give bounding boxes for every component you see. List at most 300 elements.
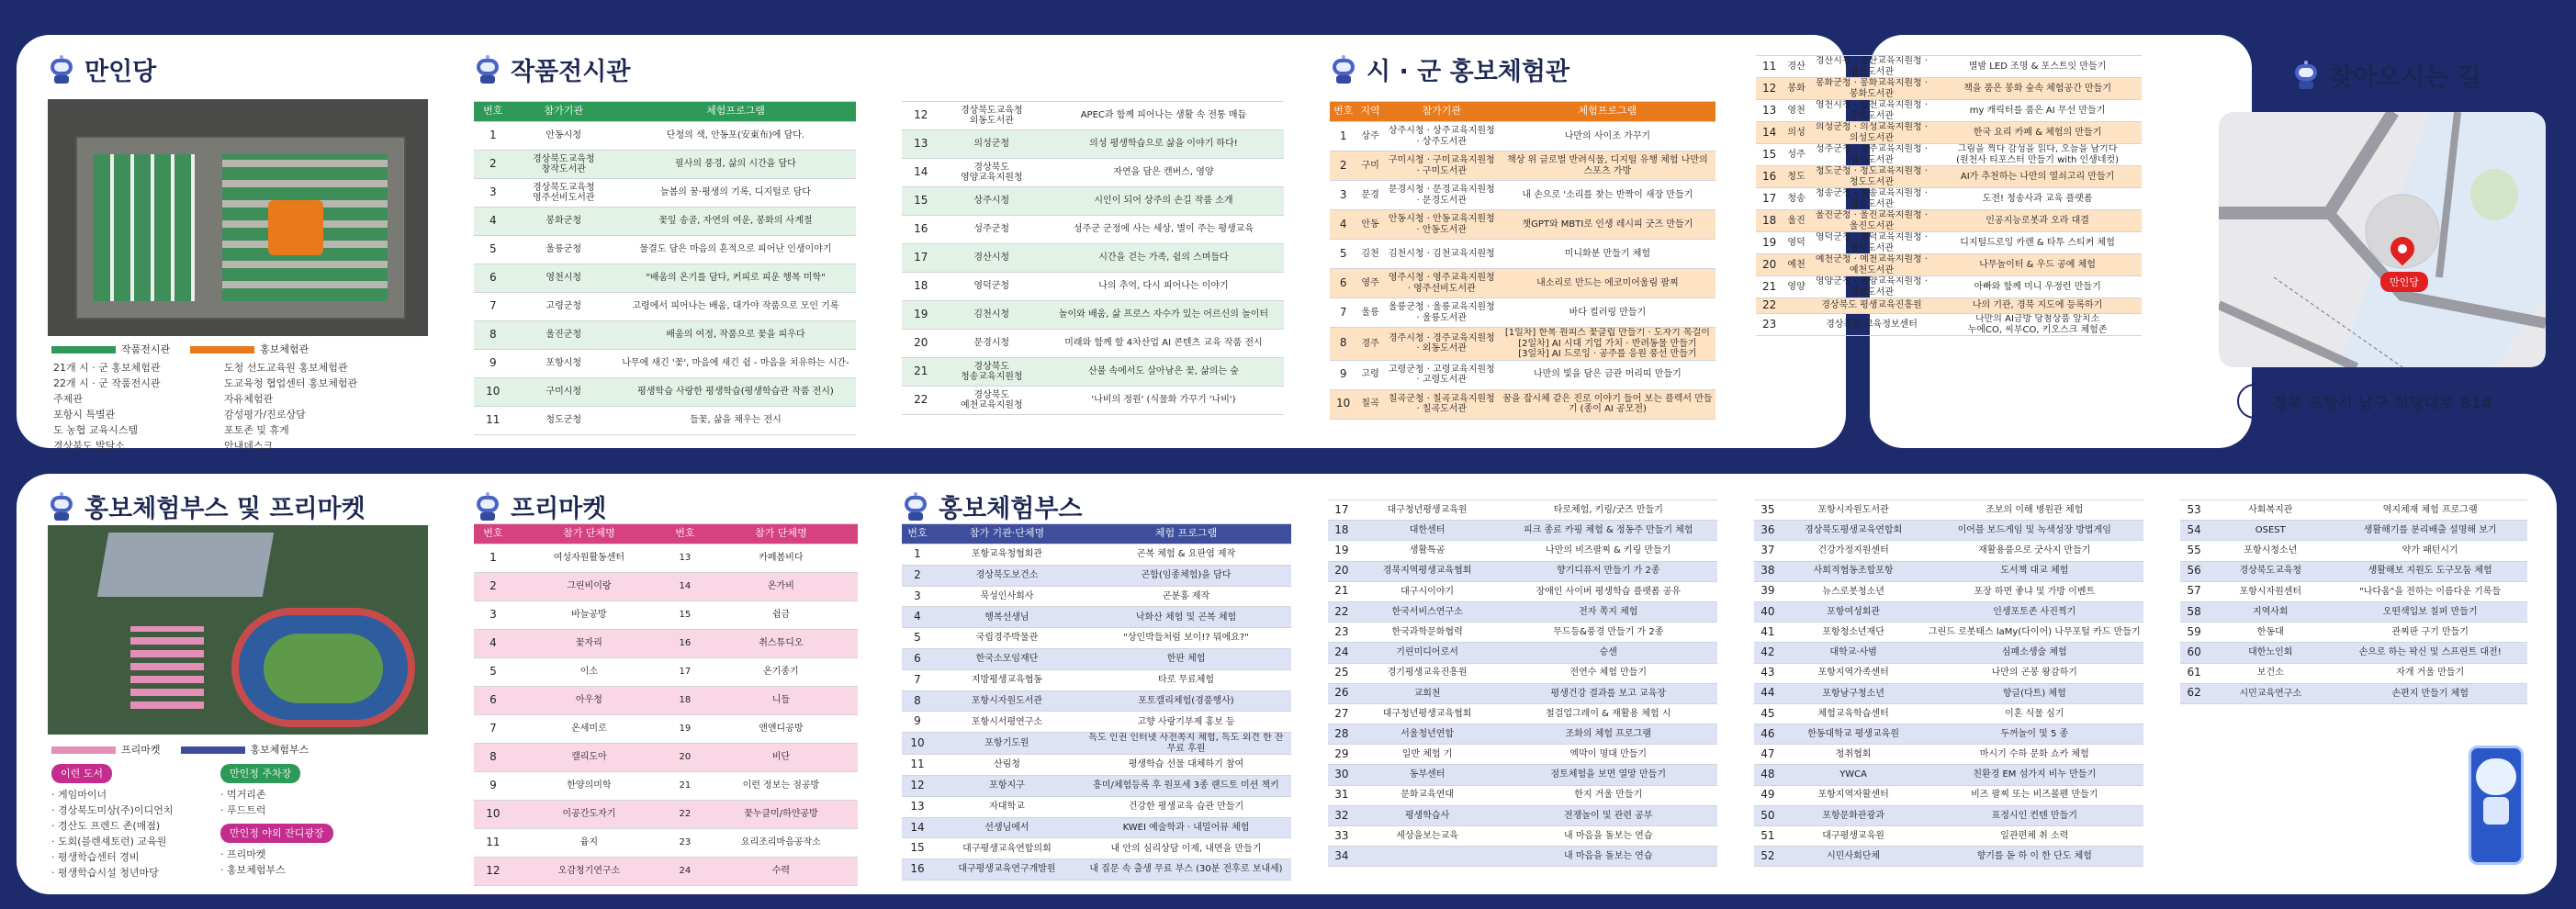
table-row	[1328, 745, 1717, 765]
section-title-freemarket	[474, 488, 606, 524]
table-cell: 곤함(임종체험)을 담다	[1081, 565, 1291, 586]
table-cell: 봉화	[1783, 78, 1809, 100]
section-title-text: 찾아오시는 길	[2329, 63, 2481, 92]
table-cell: 51	[1754, 826, 1782, 847]
table-cell: 10	[902, 733, 933, 755]
table-cell: 1	[474, 544, 512, 573]
table-cell: 구미시청 · 구미교육지원청 · 구미도서관	[1384, 152, 1500, 181]
table-row	[1330, 328, 1715, 361]
table-cell: 18	[902, 273, 940, 301]
table-row	[902, 330, 1284, 358]
table-cell: 한양의미학	[512, 772, 666, 801]
table-cell: 청송	[1783, 188, 1809, 210]
table-cell: 7	[474, 715, 512, 744]
table-cell: 울릉	[1356, 298, 1383, 328]
table-cell: 7	[902, 669, 933, 690]
table-row	[902, 669, 1291, 690]
area-tag: 이런 도서	[51, 764, 112, 783]
table-cell: 21	[1756, 276, 1783, 298]
table-cell: 안동시청 · 안동교육지원청 · 안동도서관	[1384, 210, 1500, 240]
table-row	[1330, 360, 1715, 389]
table-cell: 책을 품은 봉화 숲속 체험공간 만들기	[1933, 78, 2142, 100]
table-cell: 단청의 색, 안동포(安東布)에 담다.	[615, 122, 856, 151]
table-cell: 예천	[1783, 254, 1809, 276]
table-cell: 이어블 보드게임 및 녹색성장 방법게임	[1926, 521, 2143, 541]
table-cell: 꿈을 잡시체 같은 진로 이야기 들어 보는 플렉서 만들기 (종이 AI 공모전)	[1500, 389, 1715, 419]
table-cell: 이런 정보는 점공방	[704, 772, 858, 801]
table-cell: 미니화분 만들기 체험	[1500, 240, 1715, 269]
table-cell: 피크 종료 카핑 체험 & 정동주 만들기 체험	[1500, 521, 1717, 541]
table-header-row	[1330, 102, 1715, 122]
table-row	[902, 244, 1284, 273]
table-cell: 16	[1756, 166, 1783, 188]
table-cell: 10	[474, 801, 512, 829]
legend-label: 작품전시관	[121, 343, 171, 355]
table-cell: 20	[666, 744, 704, 772]
table-cell: 울진군청 · 울진교육지원청 · 울진도서관	[1810, 210, 1933, 232]
legend-item	[190, 342, 309, 356]
table-cell: 18	[1756, 210, 1783, 232]
table-cell: 김천시청	[940, 301, 1043, 330]
table-cell: 향글(다트) 체험	[1926, 683, 2143, 703]
table-cell: 38	[1754, 561, 1782, 581]
note-item: 도 농협 교육시스템	[53, 424, 139, 436]
table-cell: 대학교·사범	[1782, 643, 1926, 663]
table-cell: 53	[2180, 500, 2208, 521]
table-cell: 마시기 수하 문화 쇼카 체험	[1926, 745, 2143, 765]
table-cell: 그린비이랑	[512, 573, 666, 601]
column-header: 지역	[1356, 102, 1383, 122]
table-cell: 경상북도평생교육연합회	[1782, 521, 1926, 541]
table-cell: 52	[1754, 847, 1782, 867]
table-row	[474, 151, 856, 179]
table-row	[474, 772, 858, 801]
table-cell: 27	[1328, 703, 1355, 724]
table-cell: 영천	[1783, 100, 1809, 122]
table-cell: 36	[1754, 521, 1782, 541]
table-row	[1754, 724, 2143, 745]
table-row	[1328, 847, 1717, 867]
table-row	[902, 187, 1284, 216]
table-row	[1754, 643, 2143, 663]
table-row	[902, 775, 1291, 796]
table-row	[902, 387, 1284, 415]
table-cell: 21	[902, 358, 940, 387]
table-row	[474, 829, 858, 858]
table-cell: 울릉군청	[512, 236, 615, 264]
table-cell: 7	[474, 293, 512, 321]
table-row	[2180, 601, 2527, 622]
table-cell: 온기종기	[704, 658, 858, 687]
table-cell: 구미시청	[512, 378, 615, 407]
note-item: · 프리마켓	[220, 848, 266, 860]
table-cell: 비단	[704, 744, 858, 772]
table-row	[1756, 188, 2142, 210]
table-cell: 영주시청 · 영주교육지원청 · 영주선비도서관	[1384, 269, 1500, 298]
table-cell: 선생님에서	[933, 817, 1081, 838]
table-cell: 18	[1328, 521, 1355, 541]
table-cell: 쉼금	[704, 601, 858, 630]
table-header-row	[902, 524, 1291, 544]
table-row	[1328, 805, 1717, 825]
table-cell: 2	[902, 565, 933, 586]
table-cell: 14	[666, 573, 704, 601]
table-cell: 구미	[1356, 152, 1383, 181]
cityhall-table-1	[1330, 101, 1715, 420]
table-cell: 울진군청	[512, 321, 615, 350]
table-cell: 관찌판 구기 만들기	[2333, 623, 2527, 643]
table-row	[1328, 521, 1717, 541]
table-cell: 3	[1330, 181, 1356, 210]
table-cell: KWEI 예술학과 · 내밀어뮤 체험	[1081, 817, 1291, 838]
table-row	[1328, 785, 1717, 805]
table-cell: 3	[474, 179, 512, 208]
note-item: 도청 선도교육원 홍보체험관	[224, 362, 348, 374]
legend-label: 프리마켓	[121, 744, 161, 756]
table-cell: 동부센터	[1355, 765, 1500, 785]
table-cell: 4	[1330, 210, 1356, 240]
table-cell: 청취협회	[1782, 745, 1926, 765]
table-cell: 포항시자원도서관	[1782, 500, 1926, 521]
table-cell: 나만의 비즈팔찌 & 키링 만들기	[1500, 541, 1717, 561]
table-row	[2180, 541, 2527, 561]
table-cell: 나의 추억, 다시 피어나는 이야기	[1043, 273, 1284, 301]
table-row	[1754, 745, 2143, 765]
table-row	[1754, 826, 2143, 847]
table-cell: 시간을 걷는 가족, 쉼의 스며들다	[1043, 244, 1284, 273]
table-cell: 고령에서 피어나는 배움, 대가야 작품으로 모인 기록	[615, 293, 856, 321]
table-cell: 내 질문 속 출생 무료 부스 (30분 전후로 보내세)	[1081, 859, 1291, 881]
table-cell: 평생학습 사랑한 평생학습(평생학습관 작품 전시)	[615, 378, 856, 407]
table-cell: 무드등&풍경 만들기 가 2종	[1500, 623, 1717, 643]
table-cell: 니들	[704, 687, 858, 715]
table-cell: 17	[1328, 500, 1355, 521]
table-row	[474, 350, 856, 378]
table-row	[902, 607, 1291, 628]
table-cell: 12	[474, 858, 512, 886]
table-cell: 19	[666, 715, 704, 744]
table-cell: 친환경 EM 섬가지 비누 만들기	[1926, 765, 2143, 785]
table-cell: 내 마음을 돌보는 연습	[1500, 826, 1717, 847]
table-cell: 영주	[1356, 269, 1383, 298]
table-row	[1756, 210, 2142, 232]
table-row	[902, 586, 1291, 607]
table-cell: 곤복 체험 & 요판엽 제작	[1081, 544, 1291, 566]
table-cell: 포항지역가족센터	[1782, 663, 1926, 683]
table-cell: 9	[902, 712, 933, 733]
table-cell: 경기평생교육진흥원	[1355, 663, 1500, 683]
table-row	[1754, 601, 2143, 622]
robot-icon	[48, 55, 75, 84]
table-cell: 재활용품으로 굿사지 만들기	[1926, 541, 2143, 561]
table-cell: 11	[474, 407, 512, 435]
table-cell: 보건소	[2208, 663, 2333, 683]
table-cell: 포항시청소년	[2208, 541, 2333, 561]
table-cell: OSEST	[2208, 521, 2333, 541]
table-cell	[1783, 298, 1809, 314]
column-header: 참가 단체명	[512, 524, 666, 544]
table-cell: 15	[902, 187, 940, 216]
table-cell: 포항시서평연구소	[933, 712, 1081, 733]
table-cell: 포항청소년재단	[1782, 623, 1926, 643]
table-cell: 교회천	[1355, 683, 1500, 703]
table-cell: 나의 기관, 경북 지도에 등록하기	[1933, 298, 2142, 314]
table-cell: 역지체재 체험 프로그램	[2333, 500, 2527, 521]
table-cell: 평생학습 선물 대체하기 참여	[1081, 755, 1291, 776]
table-cell: 1	[902, 544, 933, 566]
table-cell: 19	[1756, 232, 1783, 254]
table-cell: 9	[474, 772, 512, 801]
table-cell: 14	[1756, 122, 1783, 144]
table-cell: 대구평생교육원	[1782, 826, 1926, 847]
table-row	[474, 321, 856, 350]
table-cell: 55	[2180, 541, 2208, 561]
table-cell: 온가비	[704, 573, 858, 601]
table-cell: 13	[1756, 100, 1783, 122]
table-cell: 대구청년평생교육협회	[1355, 703, 1500, 724]
table-cell: 49	[1754, 785, 1782, 805]
table-cell: 조화의 체험 프로그램	[1500, 724, 1717, 745]
table-header-row	[474, 102, 856, 122]
table-cell: 경상북도교육청 영주선비도서관	[512, 179, 615, 208]
table-cell: 한국과학문화협력	[1355, 623, 1500, 643]
table-cell: 한동대	[2208, 623, 2333, 643]
table-row	[1330, 240, 1715, 269]
table-row	[902, 301, 1284, 330]
table-cell: 고령군청	[512, 293, 615, 321]
table-cell: 24	[666, 858, 704, 886]
table-cell: 48	[1754, 765, 1782, 785]
table-cell: 50	[1754, 805, 1782, 825]
table-cell: 8	[1330, 328, 1356, 361]
table-cell: 세상을보는교육	[1355, 826, 1500, 847]
table-cell: 8	[474, 744, 512, 772]
column-header: 참가 기관·단체명	[933, 524, 1081, 544]
venue-map	[2219, 112, 2546, 367]
table-row	[2180, 663, 2527, 683]
note-item: · 경산도 프렌드 존(매점)	[51, 820, 161, 832]
table-cell: 늘봄의 꿈·평생의 기록, 디지털로 담다	[615, 179, 856, 208]
table-cell: 30	[1328, 765, 1355, 785]
table-row	[1330, 298, 1715, 328]
table-cell: 들꽃, 삶을 채우는 전시	[615, 407, 856, 435]
table-cell: 경주시청 · 경주교육지원청 · 외동도서관	[1384, 328, 1500, 361]
table-cell: 놀이와 배움, 삶 프로스 자수가 있는 어르신의 놀이터	[1043, 301, 1284, 330]
table-row	[474, 858, 858, 886]
table-cell: 61	[2180, 663, 2208, 683]
table-cell: 미래와 함께 할 4차산업 AI 콘텐츠 교육 작품 전시	[1043, 330, 1284, 358]
table-cell: 청도군청	[512, 407, 615, 435]
note-item: 포항시 특별관	[53, 409, 116, 421]
table-cell: 시민교육연구소	[2208, 683, 2333, 703]
table-cell: 문화교육연대	[1355, 785, 1500, 805]
table-row	[474, 601, 858, 630]
table-cell: 47	[1754, 745, 1782, 765]
table-row	[902, 859, 1291, 881]
table-row	[1756, 56, 2142, 78]
table-cell: 문경	[1356, 181, 1383, 210]
table-cell: 사회적협동조합포항	[1782, 561, 1926, 581]
table-cell: 오떤색입보 칠퍼 만들기	[2333, 601, 2527, 622]
table-cell: 아빠와 함께 미니 우정런 만들기	[1933, 276, 2142, 298]
table-cell: 6	[902, 648, 933, 669]
table-cell: 바다 컬러링 만들기	[1500, 298, 1715, 328]
column-header: 참가기관	[1384, 102, 1500, 122]
table-row	[1754, 500, 2143, 521]
floor-plan-booths	[94, 154, 195, 301]
table-row	[1754, 663, 2143, 683]
table-cell: 건강가정지원센터	[1782, 541, 1926, 561]
section-title-cityhall	[1330, 51, 1569, 87]
table-cell: 24	[1328, 643, 1355, 663]
table-cell: 4	[474, 630, 512, 658]
table-cell: 김천	[1356, 240, 1383, 269]
table-cell: 영덕	[1783, 232, 1809, 254]
location-pin-label: 만인당	[2380, 272, 2428, 292]
table-cell: 22	[1328, 601, 1355, 622]
table-cell: 19	[1328, 541, 1355, 561]
table-cell: 22	[902, 387, 940, 415]
table-cell: 이혼 식물 심기	[1926, 703, 2143, 724]
table-cell: 두꺼놀이 및 5 종	[1926, 724, 2143, 745]
table-cell: 내 손으로 '소리를 찾는 반짝이 새장 만들기	[1500, 181, 1715, 210]
table-cell: 청송군청 · 청송교육지원청 · 청송도서관	[1810, 188, 1933, 210]
table-cell: 2	[474, 151, 512, 179]
robot-icon	[48, 492, 75, 522]
table-cell: 국립경주박물관	[933, 628, 1081, 649]
table-row	[2180, 623, 2527, 643]
table-row	[474, 630, 858, 658]
table-cell: 1	[474, 122, 512, 151]
note-item: · 게임마이너	[51, 789, 107, 801]
table-row	[1754, 847, 2143, 867]
table-cell: 10	[474, 378, 512, 407]
table-cell: 이공간도자기	[512, 801, 666, 829]
table-cell: 한국소모임재단	[933, 648, 1081, 669]
table-cell: 의성	[1783, 122, 1809, 144]
table-cell: 청도군청 · 청도교육지원청 · 청도도서관	[1810, 166, 1933, 188]
table-cell: 2	[474, 573, 512, 601]
table-cell: 앤앤디공방	[704, 715, 858, 744]
table-cell: 안동	[1356, 210, 1383, 240]
table-cell: 전자 쪽지 체험	[1500, 601, 1717, 622]
table-row	[2180, 561, 2527, 581]
table-cell: 별밤 LED 조명 & 포스트잇 만들기	[1933, 56, 2142, 78]
column-header: 참가기관	[512, 102, 615, 122]
legend-label: 홍보체험관	[260, 343, 309, 355]
table-cell: 경상북도 영양교육지원청	[940, 159, 1043, 187]
table-row	[1756, 232, 2142, 254]
table-cell: 8	[474, 321, 512, 350]
table-cell: 칠곡군청 · 칠곡교육지원청 · 칠곡도서관	[1384, 389, 1500, 419]
section-title-promo	[902, 488, 1083, 524]
legend-item	[51, 342, 170, 356]
table-cell: 12	[1756, 78, 1783, 100]
table-cell: 29	[1328, 745, 1355, 765]
table-cell: 33	[1328, 826, 1355, 847]
table-row	[1330, 210, 1715, 240]
table-cell: 아우청	[512, 687, 666, 715]
table-cell: "나다움"을 전하는 이름다운 기록들	[2333, 581, 2527, 601]
table-row	[474, 122, 856, 151]
table-cell: 57	[2180, 581, 2208, 601]
table-row	[902, 130, 1284, 159]
table-cell: "배움의 온기를 담다, 커피로 피운 행복 미학"	[615, 264, 856, 293]
section-title-text: 프리마켓	[511, 495, 607, 523]
address-box: 경북 포항시 남구 희망대로 814	[2237, 384, 2527, 419]
table-cell: 13	[902, 796, 933, 817]
table-cell: 37	[1754, 541, 1782, 561]
table-row	[902, 273, 1284, 301]
table-cell: 경북지역평생교육협회	[1355, 561, 1500, 581]
table-cell: 9	[1330, 360, 1356, 389]
table-row	[902, 216, 1284, 244]
table-cell: 한판 체험	[1081, 648, 1291, 669]
table-cell: 한국 요리 카페 & 체험의 만들기	[1933, 122, 2142, 144]
table-cell: '나비의 정원' (식물화 가꾸기 '나비')	[1043, 387, 1284, 415]
table-cell: 11	[902, 755, 933, 776]
map-booth-row	[130, 626, 204, 709]
table-row	[474, 573, 858, 601]
table-cell: 포항여성회관	[1782, 601, 1926, 622]
table-row	[1756, 100, 2142, 122]
table-cell: 사회복지관	[2208, 500, 2333, 521]
table-cell: 32	[1328, 805, 1355, 825]
table-row	[1754, 581, 2143, 601]
table-row	[1330, 152, 1715, 181]
table-cell: 자개 거울 만들기	[2333, 663, 2527, 683]
table-row	[474, 715, 858, 744]
table-cell: 문경시청	[940, 330, 1043, 358]
table-row	[2180, 683, 2527, 703]
table-cell: 낙화산 체험 및 곤복 체험	[1081, 607, 1291, 628]
table-cell: 곤분홍 제작	[1081, 586, 1291, 607]
table-cell: 경상북도교육청 외동도서관	[940, 102, 1043, 130]
table-cell: 평생건강 결과를 보고 교육장	[1500, 683, 1717, 703]
table-cell: 전연수 체험 만들기	[1500, 663, 1717, 683]
table-cell: 나무에 새긴 '꽃', 마음에 새긴 쉼 - 마음을 치유하는 시간-	[615, 350, 856, 378]
table-cell: 장애인 사이버 평생학습 플랫폼 공유	[1500, 581, 1717, 601]
table-cell: 수력	[704, 858, 858, 886]
cityhall-table-2	[1756, 55, 2142, 336]
table-cell: [1일차] 한복 원피스 꽃클립 만들기 · 도자기 목걸이 [2일차] AI 시대 기업 가치 · 반려동물 만들기 [3일차] AI 드로잉 · 공주를 응원 풍선 만들기	[1500, 328, 1715, 361]
table-cell: 도전! 청송사과 교육 플랫폼	[1933, 188, 2142, 210]
table-cell: 41	[1754, 623, 1782, 643]
table-cell: 봉화군청	[512, 208, 615, 236]
table-cell: 영천시청 · 영천교육지원청 · 금호도서관	[1810, 100, 1933, 122]
table-row	[1328, 541, 1717, 561]
table-cell: 디지털드로잉 카렌 & 타투 스티커 체험	[1933, 232, 2142, 254]
table-cell: 성주군 군정에 사는 세상, 별이 주는 평생교육	[1043, 216, 1284, 244]
legend	[51, 342, 309, 356]
table-cell: 온세미로	[512, 715, 666, 744]
note-item: · 경상북도미상(주)이디언치	[51, 804, 174, 816]
table-cell: 엑막이 명대 만들기	[1500, 745, 1717, 765]
table-cell: 경산시청	[940, 244, 1043, 273]
table-row	[902, 159, 1284, 187]
table-cell: 안동시청	[512, 122, 615, 151]
table-cell: 나만의 사이조 가꾸기	[1500, 122, 1715, 152]
table-cell: 의성군청 · 의성교육지원청 · 의성도서관	[1810, 122, 1933, 144]
table-row	[1756, 254, 2142, 276]
table-cell: 15	[902, 838, 933, 859]
table-cell: 울릉군청 · 울릉교육지원청 · 울릉도서관	[1384, 298, 1500, 328]
exhibit-table-2	[902, 101, 1284, 415]
table-cell: 42	[1754, 643, 1782, 663]
table-row	[1756, 314, 2142, 336]
note-item: · 도회(블렌셰토런) 교육원	[51, 836, 167, 847]
table-cell: 서울청년연합	[1355, 724, 1500, 745]
